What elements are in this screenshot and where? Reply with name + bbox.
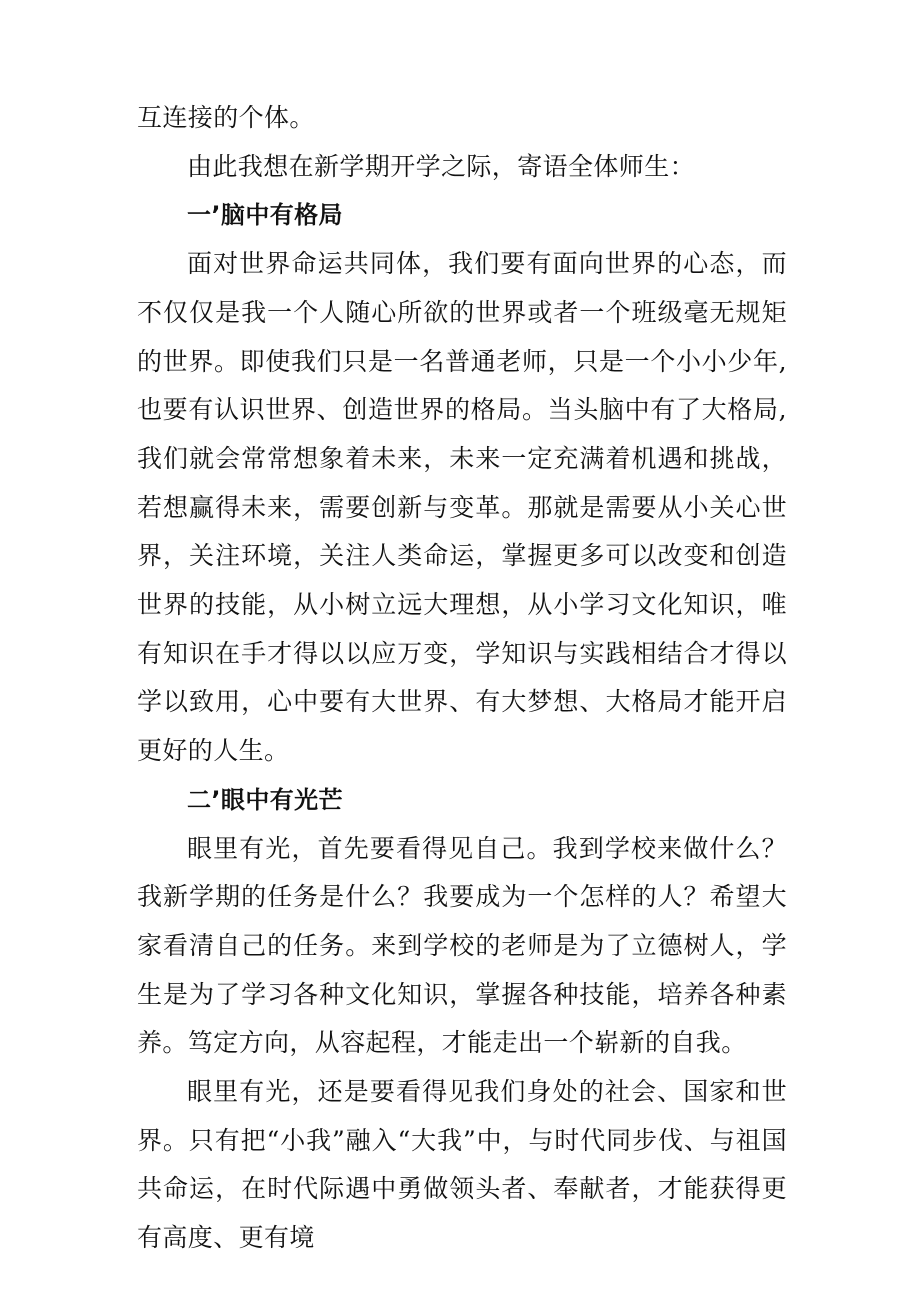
section-heading-2: 二’眼中有光芒 <box>187 785 343 814</box>
section-1-paragraph: 面对世界命运共同体，我们要有面向世界的心态，而不仅仅是我一个人随心所欲的世界或者一个班级毫无规矩的世界。即使我们只是一名普通老师，只是一个小小少年,也要有认识世界、创造世界的格局。当头脑中有了大格局,我们就会常常想象着未来，未来一定充满着机遇和挑战，若想赢得未来，需要创新与变革。那就是需要从小关心世界，关注环境，关注人类命运，掌握更多可以改变和创造世界的技能，从小树立远大理想，从小学习文化知识，唯有知识在手才得以以应万变，学知识与实践相结合才得以学以致用，心中要有大世界、有大梦想、大格局才能开启更好的人生。 <box>137 249 787 766</box>
intro-paragraph: 由此我想在新学期开学之际，寄语全体师生： <box>187 151 696 181</box>
continuation-paragraph: 互连接的个体。 <box>137 103 315 132</box>
section-2-paragraph-1: 眼里有光，首先要看得见自己。我到学校来做什么？我新学期的任务是什么？我要成为一个怎样的人？希望大家看清自己的任务。来到学校的老师是为了立德树人，学生是为了学习各种文化知识，掌握各种技能，培养各种素养。笃定方向，从容起程，才能走出一个崭新的自我。 <box>137 833 787 1058</box>
section-heading-1: 一’脑中有格局 <box>187 201 343 230</box>
document-body <box>137 94 787 1263</box>
section-2-paragraph-2: 眼里有光，还是要看得见我们身处的社会、国家和世界。只有把“小我”融入“大我”中，与时代同步伐、与祖国共命运，在时代际遇中勇做领头者、奉献者，才能获得更有高度、更有境 <box>137 1077 787 1253</box>
